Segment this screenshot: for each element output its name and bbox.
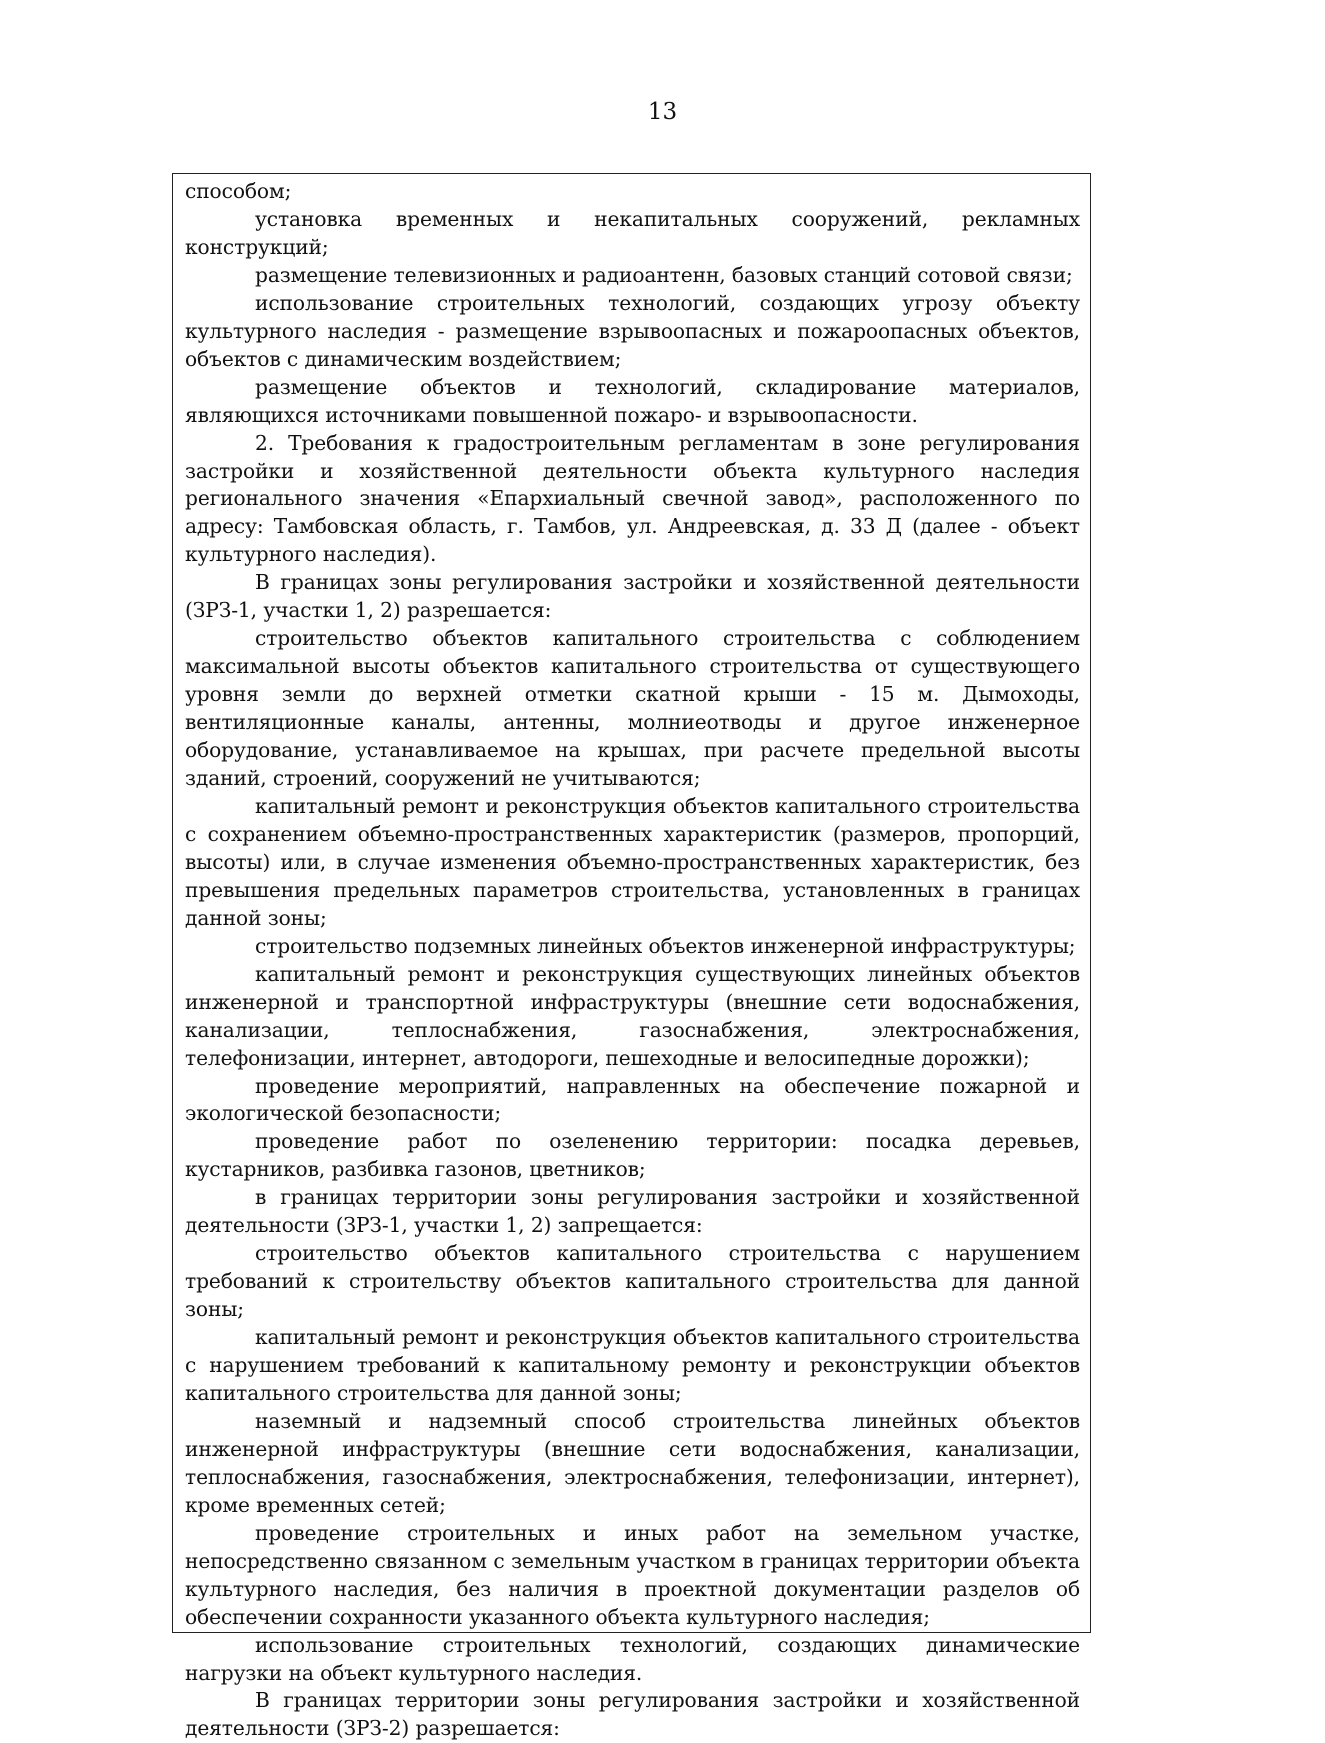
paragraph: способом;	[185, 179, 292, 203]
paragraph: размещение объектов и технологий, складирование материалов, являющихся источниками повышенной пожаро- и взрывоопасности.	[185, 374, 1080, 427]
paragraph: в границах территории зоны регулирования застройки и хозяйственной деятельности (ЗРЗ-1, участки 1, 2) запрещается:	[185, 1185, 1080, 1238]
paragraph: В границах зоны регулирования застройки и хозяйственной деятельности (ЗРЗ-1, участки 1, 2) разрешается:	[185, 570, 1080, 623]
paragraph: проведение строительных и иных работ на земельном участке, непосредственно связанном с земельным участком в границах территории объекта культурного наследия, без наличия в проектной документации разделов об обеспечении сохранности указанного объекта культурного наследия;	[185, 1520, 1080, 1629]
paragraph: установка временных и некапитальных сооружений, рекламных конструкций;	[185, 206, 1080, 259]
paragraph: капитальный ремонт и реконструкция объектов капитального строительства с сохранением объемно-пространственных характеристик (размеров, пропорций, высоты) или, в случае изменения объемно-пространственных характеристик, без превышения предельных параметров строительства, установленных в границах данной зоны;	[185, 793, 1080, 930]
paragraph: строительство объектов капитального строительства с нарушением требований к строительству объектов капитального строительства для данной зоны;	[185, 1241, 1080, 1322]
page-number: 13	[647, 99, 678, 125]
paragraph: использование строительных технологий, создающих динамические нагрузки на объект культурного наследия.	[185, 1632, 1080, 1685]
paragraph: капитальный ремонт и реконструкция объектов капитального строительства с нарушением требований к капитальному ремонту и реконструкции объектов капитального строительства для данной зоны;	[185, 1325, 1080, 1405]
paragraph: использование строительных технологий, создающих угрозу объекту культурного наследия - размещение взрывоопасных и пожароопасных объектов, объектов с динамическим воздействием;	[185, 290, 1080, 371]
paragraph: строительство подземных линейных объектов инженерной инфраструктуры;	[255, 933, 1076, 958]
text-frame	[172, 173, 1091, 1741]
paragraph: размещение телевизионных и радиоантенн, базовых станций сотовой связи;	[255, 262, 1073, 287]
paragraph: проведение работ по озеленению территории: посадка деревьев, кустарников, разбивка газонов, цветников;	[185, 1129, 1080, 1182]
paragraph: 2. Требования к градостроительным регламентам в зоне регулирования застройки и хозяйственной деятельности объекта культурного наследия регионального значения «Епархиальный свечной завод», расположенного по адресу: Тамбовская область, г. Тамбов, ул. Андреевская, д. 33 Д (далее - объект культурного наследия).	[185, 430, 1080, 567]
paragraph: строительство объектов капитального строительства с соблюдением максимальной высоты объектов капитального строительства от существующего уровня земли до верхней отметки скатной крыши - 15 м. Дымоходы, вентиляционные каналы, антенны, молниеотводы и другое инженерное оборудование, устанавливаемое на крышах, при расчете предельной высоты зданий, строений, сооружений не учитываются;	[185, 626, 1080, 791]
paragraph: проведение мероприятий, направленных на обеспечение пожарной и экологической безопасности;	[185, 1073, 1080, 1126]
paragraph: капитальный ремонт и реконструкция существующих линейных объектов инженерной и транспортной инфраструктуры (внешние сети водоснабжения, канализации, теплоснабжения, газоснабжения, электроснабжения, телефонизации, интернет, автодороги, пешеходные и велосипедные дорожки);	[185, 961, 1080, 1070]
paragraph: В границах территории зоны регулирования застройки и хозяйственной деятельности (ЗРЗ-2) разрешается:	[185, 1688, 1080, 1741]
paragraph: наземный и надземный способ строительства линейных объектов инженерной инфраструктуры (внешние сети водоснабжения, канализации, теплоснабжения, газоснабжения, электроснабжения, телефонизации, интернет), кроме временных сетей;	[185, 1408, 1080, 1517]
document-body	[185, 178, 1080, 1743]
